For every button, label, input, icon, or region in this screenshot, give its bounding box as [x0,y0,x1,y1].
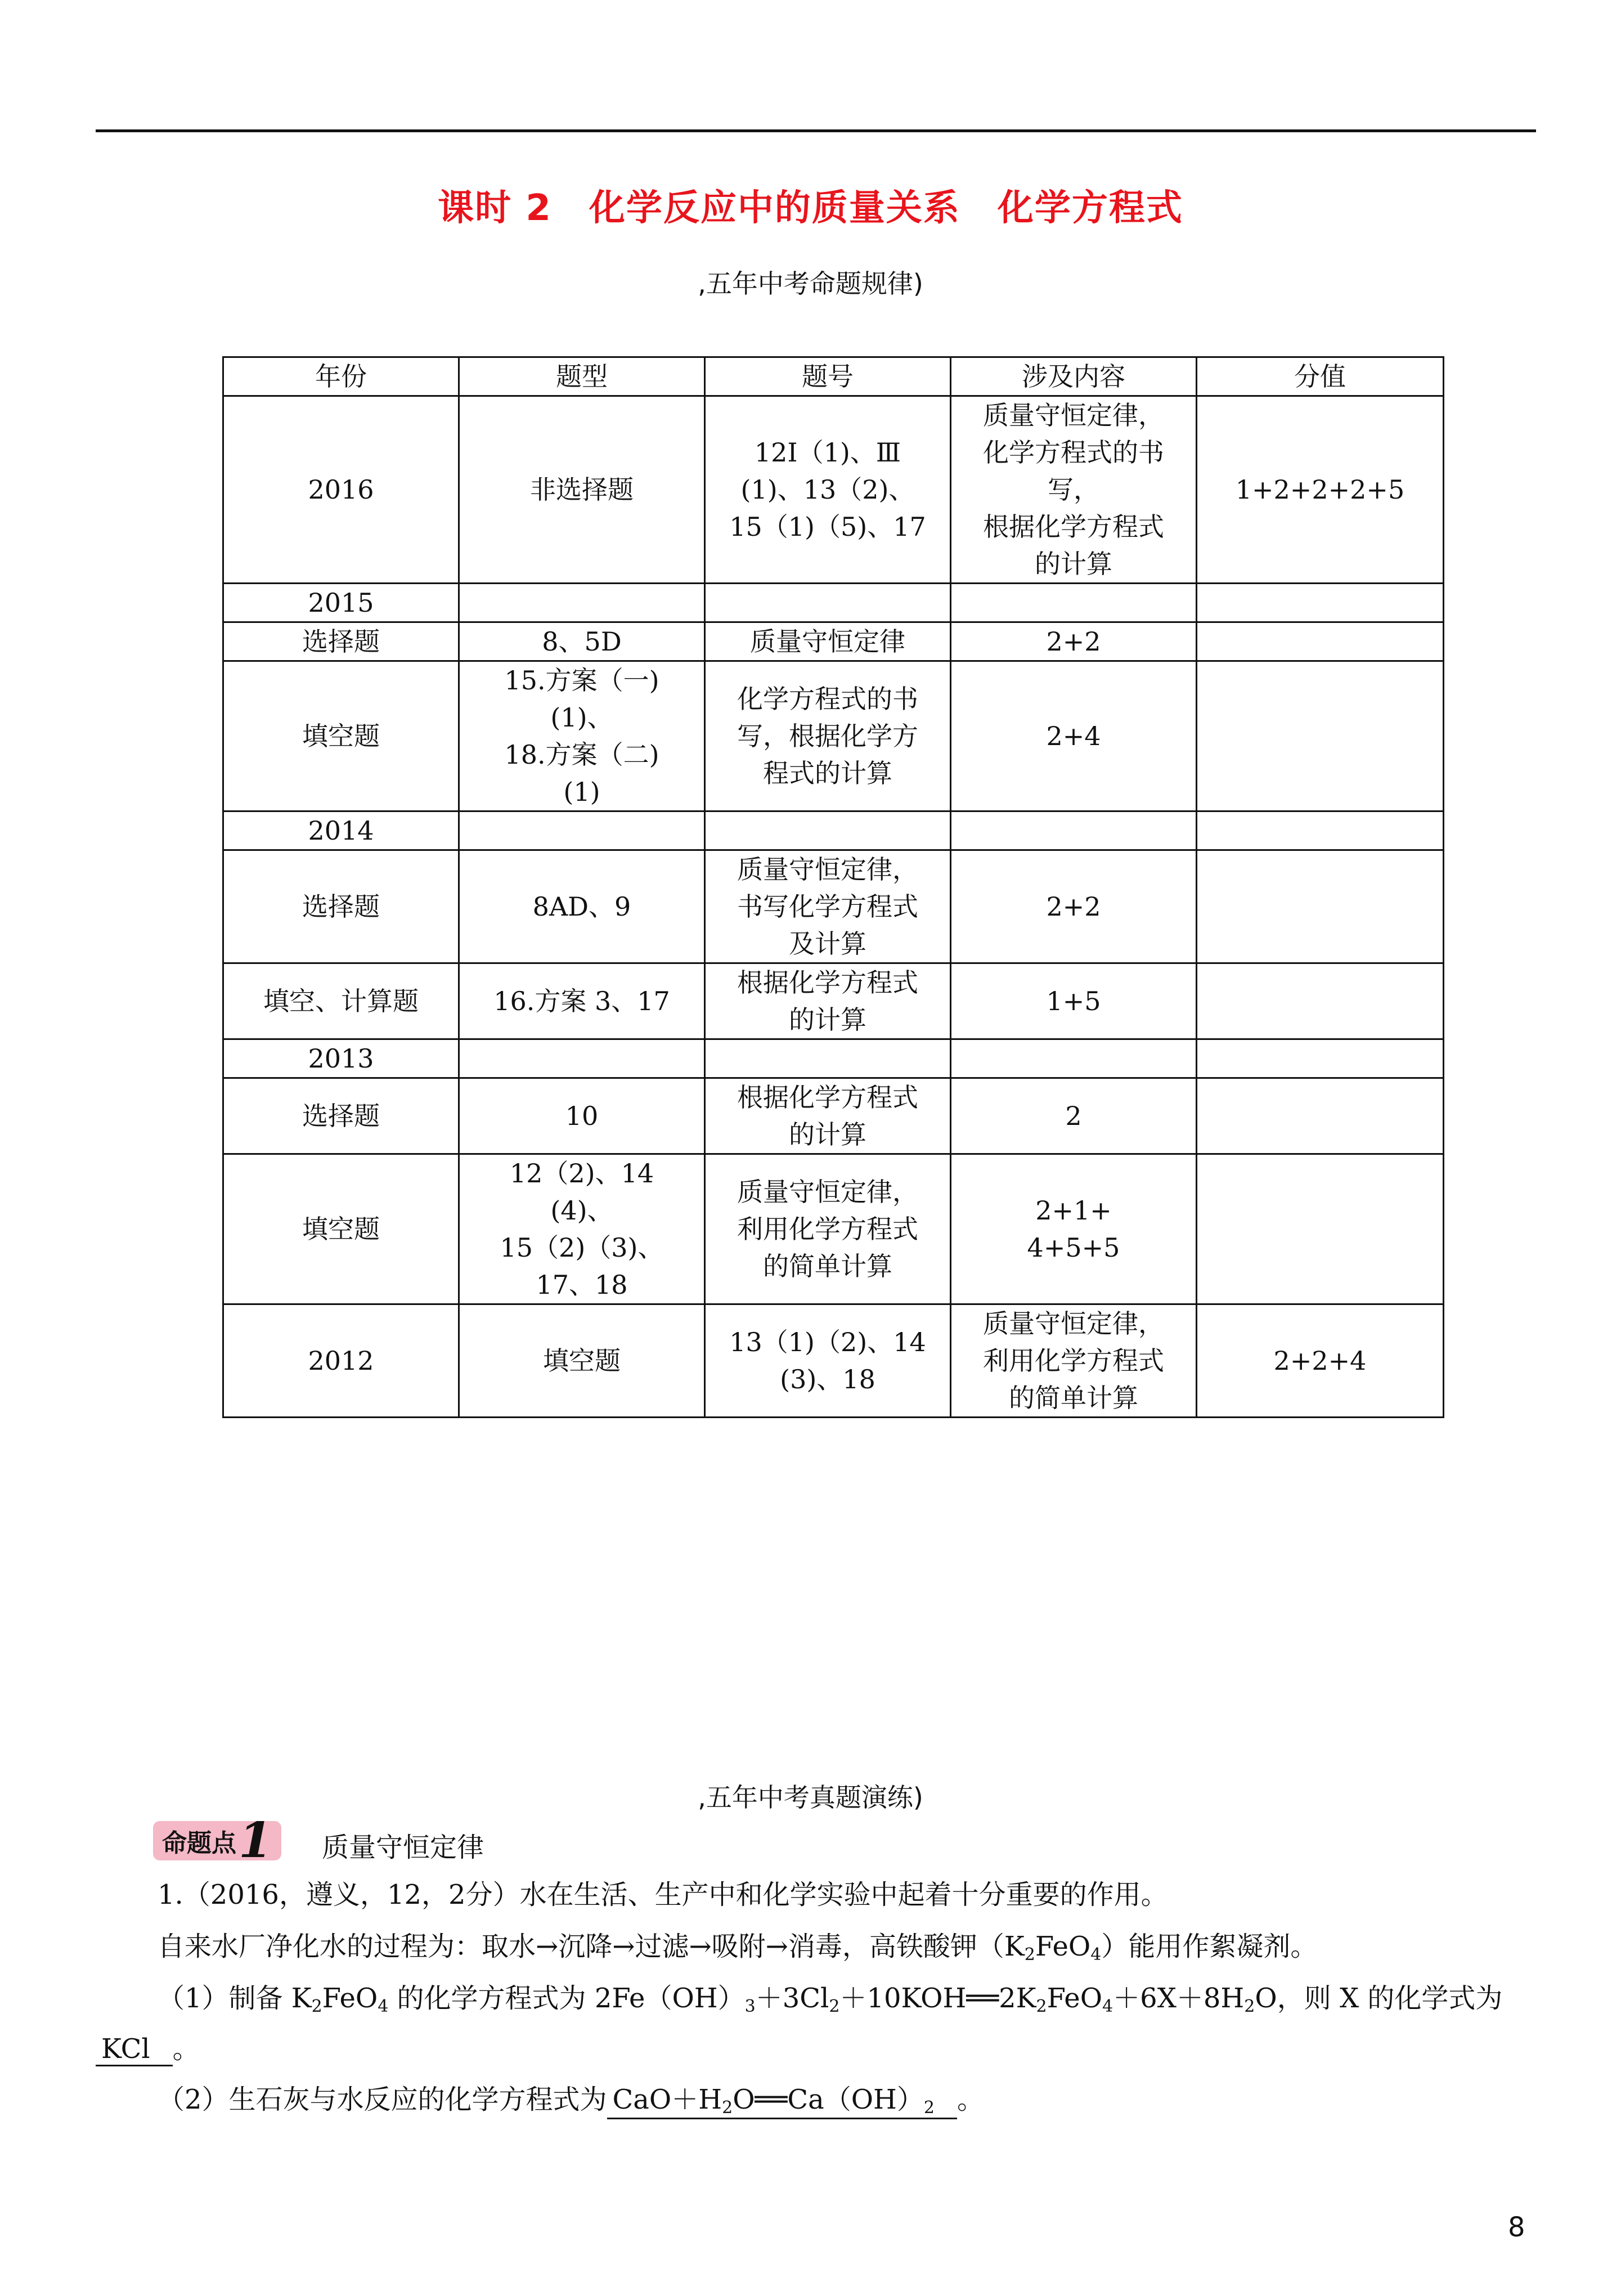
table-cell: 2+2+4 [1197,1304,1444,1418]
table-cell: 填空题 [223,1154,459,1304]
table-cell: 2015 [223,584,459,622]
header-year: 年份 [223,357,459,396]
table-header-row [223,357,1444,396]
table-cell [1197,811,1444,850]
top-rule [96,129,1536,132]
table-row [223,811,1444,850]
topic-badge [153,1812,281,1869]
header-content: 涉及内容 [951,357,1197,396]
table-row [223,584,1444,622]
table-cell: 质量守恒定律， 化学方程式的书 写， 根据化学方程式 的计算 [951,396,1197,584]
table-cell: 10 [459,1078,705,1154]
section-heading-exercises: ,五年中考真题演练) [698,1782,923,1813]
table-cell: 8AD、9 [459,850,705,963]
answer-line-1: KCl 。 [96,2027,200,2066]
table-row [223,396,1444,584]
table-cell [705,811,951,850]
table-cell: 2+2 [951,850,1197,963]
table-row [223,1039,1444,1078]
table-cell [1197,963,1444,1039]
table-cell: 选择题 [223,1078,459,1154]
table-row [223,1154,1444,1304]
exam-pattern-table [222,356,1444,1418]
table-row [223,850,1444,963]
table-cell [951,1039,1197,1078]
table-cell [459,1039,705,1078]
table-cell: 根据化学方程式 的计算 [705,1078,951,1154]
table-cell [705,1039,951,1078]
table-cell: 2013 [223,1039,459,1078]
table-cell: 质量守恒定律， 利用化学方程式 的简单计算 [705,1154,951,1304]
table-cell [1197,1078,1444,1154]
table-cell: 填空题 [223,661,459,811]
table-cell: 选择题 [223,850,459,963]
page-number: 8 [1508,2212,1525,2243]
question-part-2: （2）生石灰与水反应的化学方程式为 $CaO+H_2O══Ca(OH)_2$ 。 [158,2078,984,2119]
table-cell: 15.方案（一) (1)、 18.方案（二) (1) [459,661,705,811]
topic-badge-number: 1 [239,1812,272,1869]
table-row [223,963,1444,1039]
table-cell: 1+5 [951,963,1197,1039]
table-cell [1197,661,1444,811]
table-cell: 2+1+ 4+5+5 [951,1154,1197,1304]
table-cell [1197,584,1444,622]
table-cell: 质量守恒定律 [705,622,951,661]
table-cell [459,584,705,622]
table-cell: 根据化学方程式 的计算 [705,963,951,1039]
table-cell: 非选择题 [459,396,705,584]
table-cell [1197,1039,1444,1078]
topic-badge-text: 命题点 [162,1829,236,1858]
answer-2: $CaO+H_2O══Ca(OH)_2$ [607,2078,957,2119]
table-cell: 2+2 [951,622,1197,661]
table-cell: 13（1)（2)、14 (3)、18 [705,1304,951,1418]
table-row [223,661,1444,811]
question-part-1: （1）制备 $K_2FeO_4$ 的化学方程式为 $2Fe(OH)_3+3Cl_2+10KOH══2K_2FeO_4+6X+8H_2O$，则 X 的化学式为 [158,1983,1503,2016]
table-cell: 2 [951,1078,1197,1154]
table-row [223,1304,1444,1418]
table-cell: 质量守恒定律， 利用化学方程式 的简单计算 [951,1304,1197,1418]
page-title: 课时 2 化学反应中的质量关系 化学方程式 [438,187,1183,229]
table-cell: 12Ⅰ（1)、Ⅲ (1)、13（2)、 15（1)（5)、17 [705,396,951,584]
table-cell: 12（2)、14 (4)、 15（2)（3)、 17、18 [459,1154,705,1304]
table-cell: 1+2+2+2+5 [1197,396,1444,584]
table-cell [951,584,1197,622]
table-cell: 质量守恒定律， 书写化学方程式 及计算 [705,850,951,963]
table-cell: 化学方程式的书 写，根据化学方 程式的计算 [705,661,951,811]
section-heading-pattern: ,五年中考命题规律) [698,268,923,299]
table-cell: 填空、计算题 [223,963,459,1039]
topic-label: 质量守恒定律 [322,1832,484,1863]
table-cell: 填空题 [459,1304,705,1418]
question-context: 自来水厂净化水的过程为：取水→沉降→过滤→吸附→消毒，高铁酸钾$(K_2FeO_4)$能用作絮凝剂。 [158,1931,1318,1965]
table-cell: 选择题 [223,622,459,661]
table-cell: 2012 [223,1304,459,1418]
table-row [223,1078,1444,1154]
answer-1: KCl [96,2033,173,2066]
header-type: 题型 [459,357,705,396]
table-cell: 16.方案 3、17 [459,963,705,1039]
table-cell: 2+4 [951,661,1197,811]
table-cell [1197,622,1444,661]
table-row [223,622,1444,661]
table-cell [1197,850,1444,963]
table-cell [705,584,951,622]
header-number: 题号 [705,357,951,396]
table-cell [951,811,1197,850]
table-cell: 2016 [223,396,459,584]
table-cell: 2014 [223,811,459,850]
table-cell [1197,1154,1444,1304]
table-cell [459,811,705,850]
question-intro: 1.（2016，遵义，12，2分）水在生活、生产中和化学实验中起着十分重要的作用。 [158,1879,1168,1911]
table-cell: 8、5D [459,622,705,661]
header-score: 分值 [1197,357,1444,396]
